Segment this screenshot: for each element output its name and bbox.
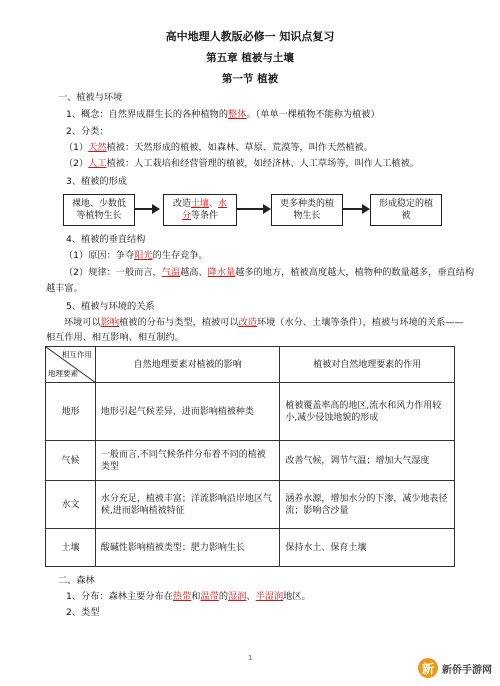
text: 。（单单一棵植物不能称为植被） <box>246 109 380 120</box>
row-role: 保持水土、保育土壤 <box>280 529 455 567</box>
text: 形成稳定的植 <box>378 199 433 209</box>
document-title: 高中地理人教版必修一 知识点复习 <box>165 30 335 43</box>
chapter-title: 第五章 植被与土壤 <box>206 52 294 64</box>
text: 越多的地方，植被高度越大，植物种的数量越多，垂直结构 <box>235 267 475 278</box>
highlight: 影响 <box>100 317 120 328</box>
table-header-role: 植被对自然地理要素的作用 <box>280 347 455 383</box>
flow-arrow <box>343 208 363 210</box>
text: 物生长 <box>293 211 321 221</box>
text: 被 <box>401 211 411 221</box>
corner-label-bottom: 地理要素 <box>48 369 78 378</box>
highlight: 土壤 <box>190 199 209 209</box>
text: 改造 <box>172 199 191 209</box>
formation-heading: 3、植被的形成 <box>66 176 127 187</box>
highlight: 降水量 <box>207 267 236 278</box>
classify-heading: 2、分类： <box>66 126 109 137</box>
table-row <box>46 383 455 441</box>
text: 的生存竞争。 <box>152 250 208 261</box>
artificial-vegetation-line <box>64 158 419 170</box>
highlight: 气温 <box>161 267 181 278</box>
table-row <box>46 481 455 529</box>
table-row <box>46 441 455 481</box>
table-corner-cell <box>46 347 96 383</box>
flow-box-improve-conditions <box>163 194 237 226</box>
text: 植被的分布与类型，植被可以 <box>119 317 239 328</box>
text: 更多种类的植 <box>279 199 334 209</box>
row-effect: 酸碱性影响植被类型；肥力影响生长 <box>95 529 280 567</box>
forest-heading: 二、森林 <box>58 575 95 586</box>
highlight: 人工 <box>88 158 107 169</box>
flow-box-text <box>379 198 433 222</box>
forest-types-heading: 2、类型 <box>66 607 100 618</box>
flow-box-stable-vegetation <box>370 194 442 226</box>
table-row <box>46 529 455 567</box>
text: 、 <box>246 591 256 602</box>
text: 地区。 <box>283 591 311 602</box>
flow-arrow <box>135 208 153 210</box>
highlight: 改造 <box>238 317 257 328</box>
text: 等植物生长 <box>76 211 122 221</box>
vertical-structure-heading: 4、植被的垂直结构 <box>66 234 146 245</box>
text: 1、分布：森林主要分布在 <box>66 591 173 602</box>
table-header-row <box>46 347 455 383</box>
heading-vegetation-environment: 一、植被与环境 <box>58 92 123 103</box>
row-role: 植被覆盖率高的地区,流水和风力作用较小,减少侵蚀地貌的形成 <box>280 383 455 441</box>
row-factor: 水文 <box>46 481 96 529</box>
text: （1） <box>64 142 89 153</box>
rule-line <box>64 267 474 279</box>
forest-distribution-line <box>66 591 311 603</box>
row-factor: 气候 <box>46 441 96 481</box>
text: 环境可以 <box>64 317 101 328</box>
highlight: 水 <box>218 199 228 209</box>
text: 植被：人工栽培和经营管理的植被，如经济林、人工草场等，叫作人工植被。 <box>106 158 419 169</box>
flow-box-more-plants <box>271 194 343 226</box>
logo-badge-icon: 新 <box>418 658 438 678</box>
text: 裸地、少数低 <box>71 199 126 209</box>
highlight: 热带 <box>172 591 192 602</box>
text: （1）原因：争夺 <box>64 250 135 261</box>
row-effect: 地形引起气候差异，进而影响植被种类 <box>95 383 280 441</box>
section-title: 第一节 植被 <box>221 73 279 85</box>
concept-line <box>66 109 380 121</box>
text: 、 <box>209 199 219 209</box>
row-role: 涵养水源，增加水分的下渗，减少地表径流；影响含沙量 <box>280 481 455 529</box>
site-logo <box>418 658 492 678</box>
interaction-table <box>45 346 455 567</box>
text: （2） <box>64 158 89 169</box>
rule-line-continued: 越丰富。 <box>46 283 83 294</box>
flow-box-text <box>280 198 334 222</box>
text: 越高、 <box>180 267 208 278</box>
highlight: 整体 <box>228 109 247 120</box>
corner-label-top: 相互作用 <box>61 350 92 359</box>
highlight: 天然 <box>88 142 107 153</box>
natural-vegetation-line <box>64 142 373 154</box>
relationship-line-continued: 相互作用、相互影响、相互制约。 <box>46 332 184 343</box>
relationship-heading: 5、植被与环境的关系 <box>66 301 155 312</box>
highlight: 阳光 <box>134 250 153 261</box>
text: 的 <box>218 591 229 602</box>
text: 环境（水分、土壤等条件），植被与环境的关系—— <box>256 317 464 328</box>
flow-box-text <box>72 198 126 222</box>
row-role: 改善气候，调节气温；增加大气湿度 <box>280 441 455 481</box>
highlight: 半湿润 <box>255 591 284 602</box>
highlight: 分 <box>181 211 191 221</box>
row-factor: 土壤 <box>46 529 96 567</box>
logo-text: 新侨手游网 <box>442 664 492 676</box>
flow-box-bare-land <box>63 194 135 226</box>
flow-box-text <box>173 198 227 222</box>
text: 等条件 <box>191 211 219 221</box>
text: 和 <box>191 591 201 602</box>
relationship-line <box>64 317 464 329</box>
row-factor: 地形 <box>46 383 96 441</box>
highlight: 湿润 <box>228 591 247 602</box>
reason-line <box>64 250 208 262</box>
text: 1、概念：自然界成群生长的各种植物的 <box>66 109 229 120</box>
flow-arrow <box>237 208 264 210</box>
table-header-effect: 自然地理要素对植被的影响 <box>95 347 280 383</box>
text: 植被：天然形成的植被，如森林、草原、荒漠等，叫作天然植被。 <box>106 142 374 153</box>
page-number: 1 <box>248 654 253 662</box>
row-effect: 一般而言,不同气候条件分布着不同的植被类型 <box>95 441 280 481</box>
row-effect: 水分充足，植被丰富；洋流影响沿岸地区气候,进而影响植被特征 <box>95 481 280 529</box>
text: （2）规律：一般而言， <box>64 267 162 278</box>
highlight: 温带 <box>200 591 219 602</box>
